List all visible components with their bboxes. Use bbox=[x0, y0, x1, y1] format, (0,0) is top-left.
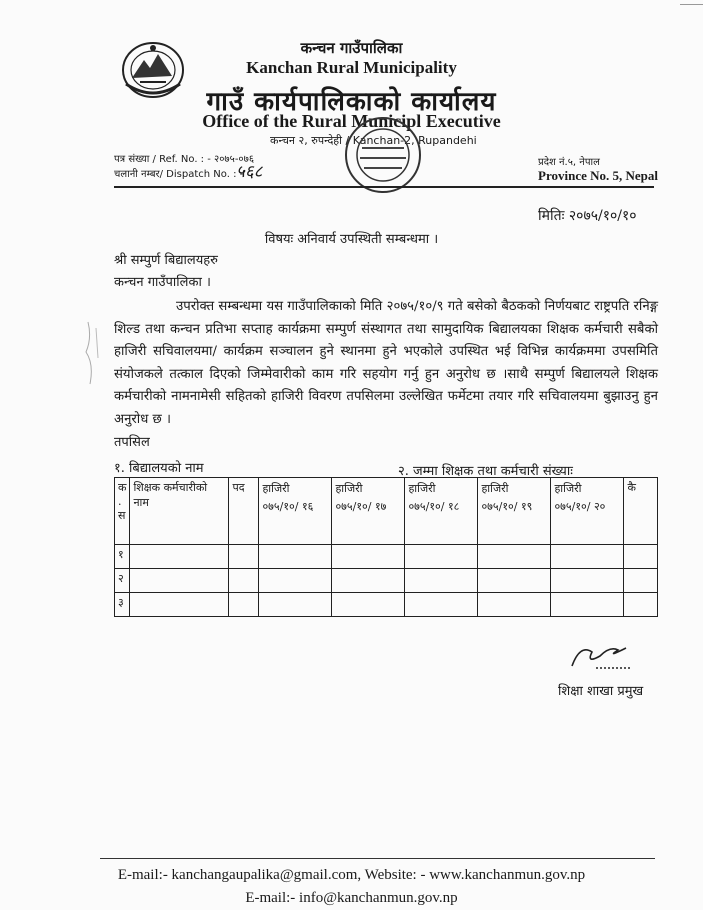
reference-number: पत्र संख्या / Ref. No. : - २०७५-०७६ bbox=[114, 154, 255, 165]
table-cell bbox=[551, 545, 624, 569]
letter-body: उपरोक्त सम्बन्धमा यस गाउँपालिकाको मिति २०७५/१०/९ गते बसेको बैठकको निर्णयबाट राष्ट्रपति रनिङ्ग शिल्ड तथा कन्चन प्रतिभा सप्ताह कार्यक्रमा सम्पुर्ण संस्थागत तथा सामुदायिक बिद्यालयका शिक्षक कर्मचारी सबैको हाजिरी सचिवालयमा/ कार्यक्रम सञ्चालन हुने स्थानमा हुने भएकोले उपस्थित भई विभिन्न कार्यक्रममा उपसमिति संयोजकले तत्काल दिएको जिम्मेवारीको काम गरि सहयोग गर्नु हुन अनुरोध छ ।साथै सम्पुर्ण बिद्यालयले शिक्षक कर्मचारीको नामनामेसी सहितको हाजिरी विवरण तपसिलमा उल्लेखित फर्मेटमा तयार गरि सचिवालयमा बुझाउनु हुन अनुरोध छ । bbox=[114, 299, 658, 427]
footer-email-line: E-mail:- info@kanchanmun.gov.np bbox=[245, 890, 458, 906]
table-header-row bbox=[115, 478, 658, 545]
office-address: कन्चन २, रुपन्देही / Kanchan-2, Rupandehi bbox=[270, 134, 477, 147]
signatory-title: शिक्षा शाखा प्रमुख bbox=[558, 684, 644, 699]
table-cell bbox=[405, 593, 478, 617]
header-attendance-16: हाजिरी ०७५/१०/ १६ bbox=[259, 478, 332, 545]
dispatch-number: ५६८ bbox=[236, 162, 263, 182]
table-cell bbox=[551, 593, 624, 617]
table-cell bbox=[332, 593, 405, 617]
table-cell bbox=[332, 569, 405, 593]
table-cell bbox=[229, 569, 259, 593]
table-cell bbox=[624, 569, 658, 593]
row-serial: २ bbox=[115, 569, 130, 593]
letter-subject: विषयः अनिवार्य उपस्थिती सम्बन्धमा । bbox=[264, 232, 439, 247]
table-cell bbox=[478, 569, 551, 593]
top-edge-mark bbox=[680, 4, 703, 5]
header-attendance-20: हाजिरी ०७५/१०/ २० bbox=[551, 478, 624, 545]
table-cell bbox=[259, 593, 332, 617]
letter-date: मितिः २०७५/१०/१० bbox=[538, 208, 637, 224]
school-name-label: १. बिद्यालयको नाम bbox=[114, 461, 204, 476]
table-cell bbox=[624, 545, 658, 569]
header-remarks: कै bbox=[624, 478, 658, 545]
office-name-np: गाउँ कार्यपालिकाको कार्यालय bbox=[206, 87, 497, 117]
table-cell bbox=[624, 593, 658, 617]
annex-heading: तपसिल bbox=[114, 435, 150, 450]
table-cell bbox=[478, 593, 551, 617]
office-name-en: Office of the Rural Municipl Executive bbox=[202, 111, 501, 131]
header-divider bbox=[114, 186, 654, 188]
attendance-table bbox=[114, 477, 658, 617]
table-cell bbox=[478, 545, 551, 569]
table-cell bbox=[229, 593, 259, 617]
footer-contact-line: E-mail:- kanchangaupalika@gmail.com, Website: - www.kanchanmun.gov.np bbox=[117, 867, 586, 883]
table-cell bbox=[259, 569, 332, 593]
table-cell bbox=[332, 545, 405, 569]
office-stamp bbox=[342, 114, 424, 196]
table-cell bbox=[130, 569, 229, 593]
header-post: पद bbox=[229, 478, 259, 545]
header-attendance-18: हाजिरी ०७५/१०/ १८ bbox=[405, 478, 478, 545]
row-serial: १ bbox=[115, 545, 130, 569]
header-serial: क . स bbox=[115, 478, 130, 545]
table-cell bbox=[405, 569, 478, 593]
recipient-line-1: श्री सम्पुर्ण बिद्यालयहरु bbox=[114, 253, 218, 268]
margin-pencil-note bbox=[78, 318, 108, 388]
province-en: Province No. 5, Nepal bbox=[538, 168, 658, 183]
staff-count-label: २. जम्मा शिक्षक तथा कर्मचारी संख्याः bbox=[398, 464, 573, 479]
table-row bbox=[115, 593, 658, 617]
table-cell bbox=[130, 545, 229, 569]
table-row bbox=[115, 545, 658, 569]
table-cell bbox=[551, 569, 624, 593]
row-serial: ३ bbox=[115, 593, 130, 617]
table-row bbox=[115, 569, 658, 593]
handwritten-signature bbox=[566, 638, 636, 674]
header-name: शिक्षक कर्मचारीको नाम bbox=[130, 478, 229, 545]
table-cell bbox=[405, 545, 478, 569]
header-attendance-17: हाजिरी ०७५/१०/ १७ bbox=[332, 478, 405, 545]
recipient-line-2: कन्चन गाउँपालिका । bbox=[114, 275, 211, 290]
header-attendance-19: हाजिरी ०७५/१०/ १९ bbox=[478, 478, 551, 545]
table-cell bbox=[229, 545, 259, 569]
table-cell bbox=[259, 545, 332, 569]
footer-divider bbox=[100, 858, 655, 859]
province-np: प्रदेश नं.५, नेपाल bbox=[538, 157, 600, 168]
municipality-name-np: कन्चन गाउँपालिका bbox=[300, 39, 403, 57]
municipality-name-en: Kanchan Rural Municipality bbox=[246, 58, 457, 77]
table-cell bbox=[130, 593, 229, 617]
dispatch-label: चलानी नम्बर/ Dispatch No. : - bbox=[114, 169, 244, 180]
